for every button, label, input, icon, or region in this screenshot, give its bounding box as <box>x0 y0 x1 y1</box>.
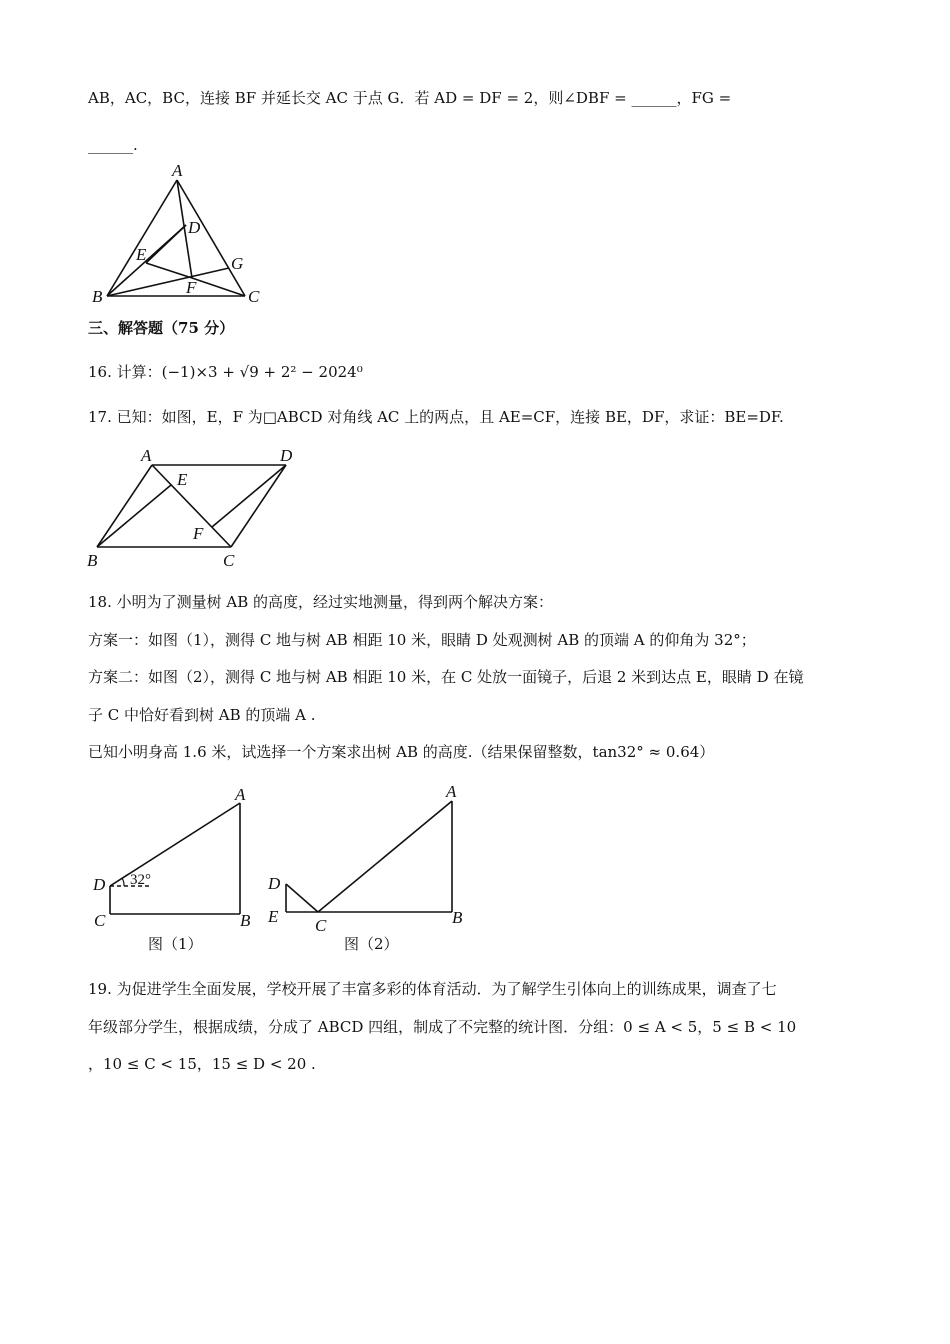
q19-line-3: ，10 ≤ C < 15，15 ≤ D < 20 . <box>88 1055 316 1073</box>
fig18-1-label-a: A <box>235 785 246 804</box>
fig17-label-c: C <box>223 551 235 570</box>
fig17-label-a: A <box>141 446 152 465</box>
q19-line-1: 19. 为促进学生全面发展，学校开展了丰富多彩的体育活动．为了解学生引体向上的训练成果，调查了七 <box>88 980 777 998</box>
fig18-2-caption: 图（2） <box>344 935 399 953</box>
q16-text: 16. 计算：(−1)×3 + √9 + 2² − 2024⁰ <box>88 363 363 381</box>
fig17-seg-be <box>97 485 171 547</box>
q18-known: 已知小明身高 1.6 米，试选择一个方案求出树 AB 的高度.（结果保留整数，tan32° ≈ 0.64） <box>88 743 715 761</box>
fig17-seg-dc <box>231 465 286 547</box>
fig18-2-label-d: D <box>268 874 281 893</box>
section-title: 三、解答题（75 分） <box>88 319 235 337</box>
fig17-seg-df <box>212 465 286 527</box>
fig15-label-g: G <box>231 254 244 273</box>
fig15-label-e: E <box>136 245 147 264</box>
fig15-seg-ed <box>146 225 186 263</box>
fig18-2-seg-ca <box>318 801 452 912</box>
fig18-2-label-a: A <box>446 782 457 801</box>
fig15-seg-af <box>177 180 192 278</box>
fig15-seg-bd <box>107 225 186 296</box>
fig17-label-f: F <box>193 524 204 543</box>
fig15-label-d: D <box>188 218 201 237</box>
fig17-seg-ba <box>97 465 152 547</box>
fig17-label-e: E <box>177 470 188 489</box>
fig17-label-d: D <box>280 446 293 465</box>
q15-line-1: AB，AC，BC，连接 BF 并延长交 AC 于点 G．若 AD = DF = 2，则∠DBF = ______，FG = <box>88 89 732 107</box>
q18-plan-1: 方案一：如图（1），测得 C 地与树 AB 相距 10 米，眼睛 D 处观测树 AB 的顶端 A 的仰角为 32°； <box>88 631 756 649</box>
fig15-seg-ac <box>177 180 245 296</box>
fig18-1-seg-da <box>110 803 240 886</box>
fig15-label-b: B <box>92 287 103 306</box>
q18-intro: 18. 小明为了测量树 AB 的高度，经过实地测量，得到两个解决方案： <box>88 593 554 611</box>
fig18-1-caption: 图（1） <box>148 935 203 953</box>
fig18-1-label-d: D <box>93 875 106 894</box>
fig15-seg-fc <box>192 278 245 296</box>
fig17-label-b: B <box>87 551 98 570</box>
fig18-2-label-b: B <box>452 908 463 927</box>
q18-plan-2b: 子 C 中恰好看到树 AB 的顶端 A . <box>88 706 316 724</box>
fig18-2-label-c: C <box>315 916 327 935</box>
fig18-1-angle: 32° <box>130 872 151 888</box>
fig17-seg-ac <box>152 465 231 547</box>
fig15-label-f: F <box>186 278 197 297</box>
q15-line-2: ______. <box>88 136 138 154</box>
q19-line-2: 年级部分学生，根据成绩，分成了 ABCD 四组，制成了不完整的统计图．分组：0 ≤ A < 5，5 ≤ B < 10 <box>88 1018 797 1036</box>
fig15-seg-ab <box>107 180 177 296</box>
fig15-label-c: C <box>248 287 260 306</box>
fig15-label-a: A <box>172 161 183 180</box>
q18-plan-2a: 方案二：如图（2），测得 C 地与树 AB 相距 10 米，在 C 处放一面镜子，后退 2 米到达点 E，眼睛 D 在镜 <box>88 668 804 686</box>
fig18-1-label-b: B <box>240 911 251 930</box>
fig18-2-seg-dc <box>286 884 318 912</box>
fig18-2-label-e: E <box>268 907 279 926</box>
fig15-seg-bg <box>107 268 229 296</box>
fig18-1-angle-arc <box>122 878 124 886</box>
fig15-seg-ef <box>146 263 192 278</box>
q17-text: 17. 已知：如图，E，F 为□ABCD 对角线 AC 上的两点，且 AE=CF，连接 BE，DF，求证：BE=DF. <box>88 408 784 426</box>
fig18-1-label-c: C <box>94 911 106 930</box>
